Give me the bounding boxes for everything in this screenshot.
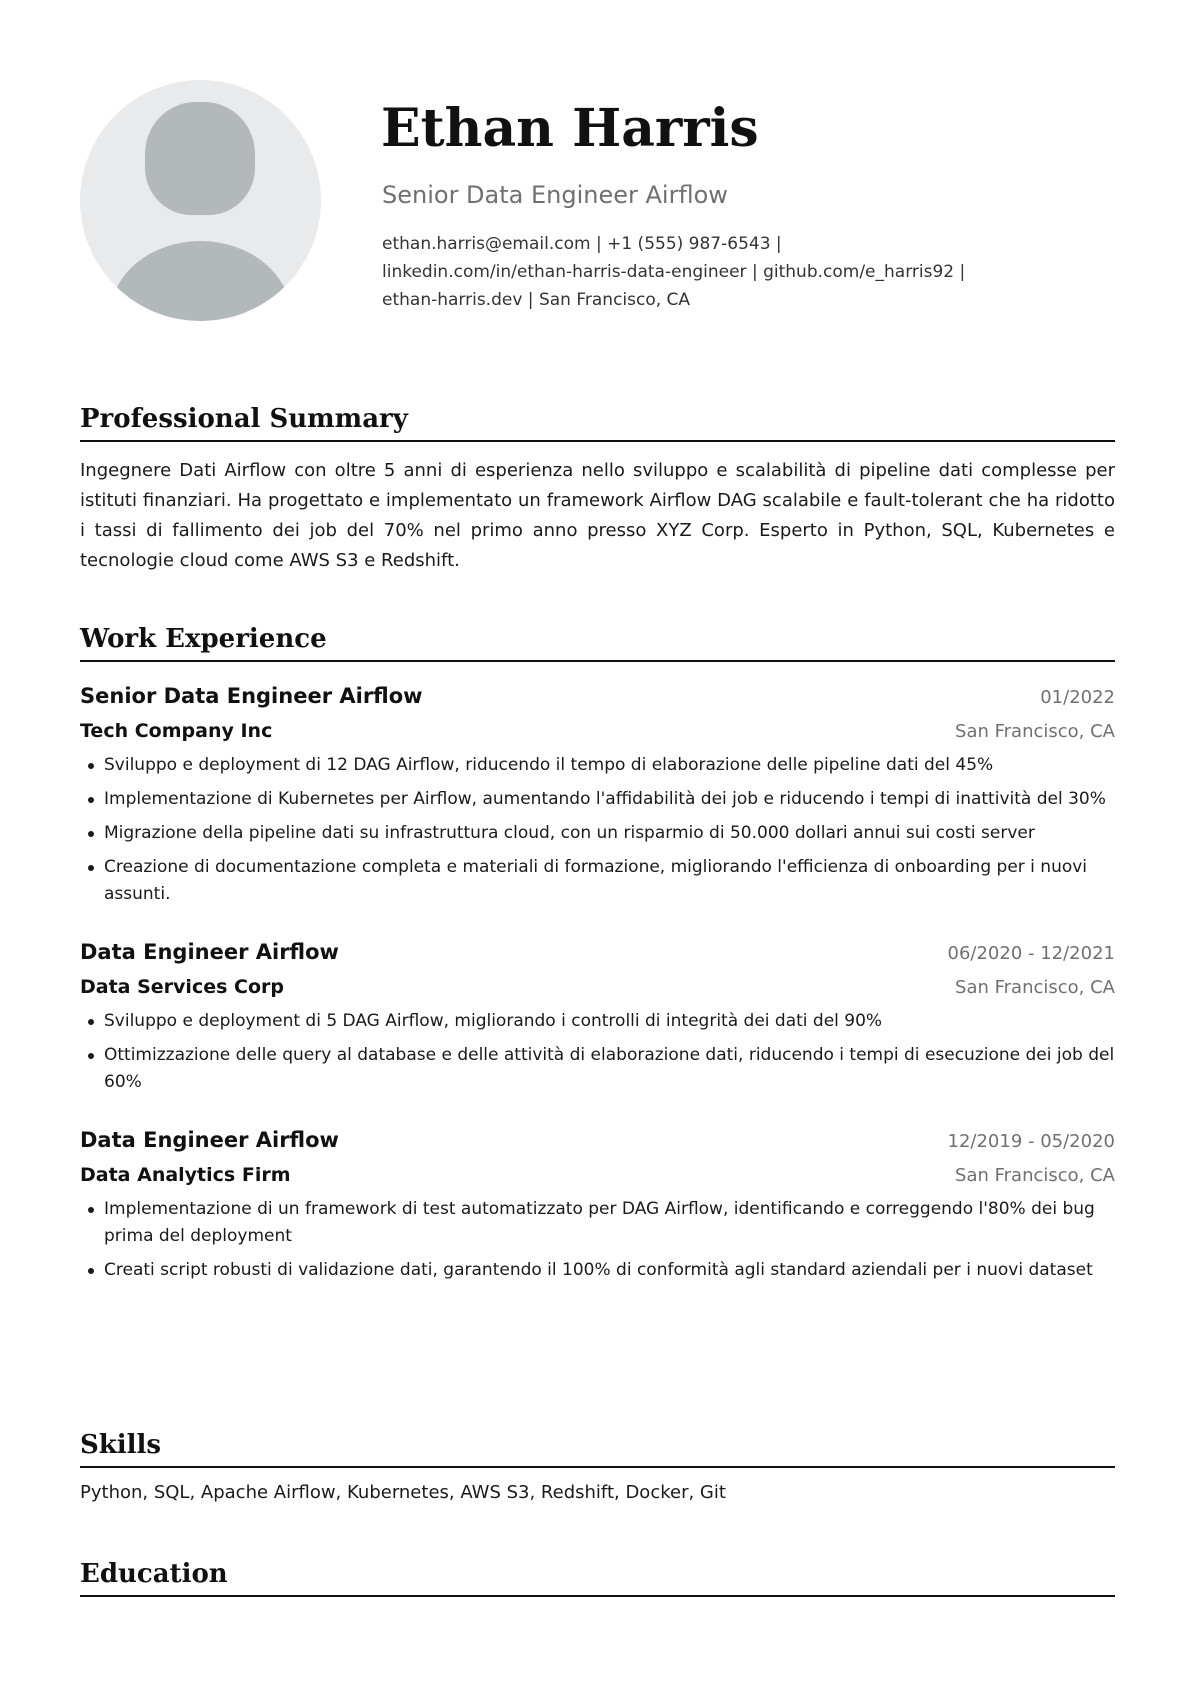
job-title: Data Engineer Airflow <box>80 1128 339 1152</box>
job-company: Data Analytics Firm <box>80 1164 291 1186</box>
contact-linkedin[interactable]: linkedin.com/in/ethan-harris-data-engineer <box>382 262 747 282</box>
contact-separator: | <box>522 290 539 310</box>
skills-heading: Skills <box>80 1426 1115 1468</box>
contact-email[interactable]: ethan.harris@email.com <box>382 234 591 254</box>
contact-website[interactable]: ethan-harris.dev <box>382 290 523 310</box>
avatar-head-shape <box>145 102 255 215</box>
job-company: Tech Company Inc <box>80 720 273 742</box>
job-bullets <box>80 1196 1115 1284</box>
contact-phone[interactable]: +1 (555) 987-6543 <box>607 234 771 254</box>
job-location: San Francisco, CA <box>955 721 1115 742</box>
avatar-body-shape <box>110 241 291 321</box>
job-date: 12/2019 - 05/2020 <box>947 1131 1115 1152</box>
job-bullet: Implementazione di Kubernetes per Airflow, aumentando l'affidabilità dei job e riducendo i tempi di inattività del 30% <box>80 786 1115 813</box>
education-section <box>80 1555 1115 1597</box>
contact-info <box>382 230 1102 314</box>
summary-text: Ingegnere Dati Airflow con oltre 5 anni di esperienza nello sviluppo e scalabilità di pipeline dati complesse per istituti finanziari. Ha progettato e implementato un framework Airflow DAG scalabile e fault-tolerant che ha ridotto i tassi di fallimento dei job del 70% nel primo anno presso XYZ Corp. Esperto in Python, SQL, Kubernetes e tecnologie cloud come AWS S3 e Redshift. <box>80 460 1115 571</box>
job-bullet: Sviluppo e deployment di 12 DAG Airflow, riducendo il tempo di elaborazione delle pipeline dati del 45% <box>80 752 1115 779</box>
job-company: Data Services Corp <box>80 976 284 998</box>
skills-list: Python, SQL, Apache Airflow, Kubernetes, AWS S3, Redshift, Docker, Git <box>80 1482 726 1503</box>
contact-separator: | <box>954 262 966 282</box>
skills-section <box>80 1426 1115 1508</box>
summary-section <box>80 400 1115 576</box>
job-bullets <box>80 1008 1115 1096</box>
job-bullets <box>80 752 1115 908</box>
summary-heading: Professional Summary <box>80 400 1115 442</box>
job-location: San Francisco, CA <box>955 977 1115 998</box>
job-title: Data Engineer Airflow <box>80 940 339 964</box>
experience-section <box>80 620 1115 1291</box>
avatar-placeholder <box>80 80 321 321</box>
job-bullet: Migrazione della pipeline dati su infrastruttura cloud, con un risparmio di 50.000 dollari annui sui costi server <box>80 820 1115 847</box>
job-bullet: Implementazione di un framework di test automatizzato per DAG Airflow, identificando e correggendo l'80% dei bug prima del deployment <box>80 1196 1115 1250</box>
contact-github[interactable]: github.com/e_harris92 <box>763 262 955 282</box>
job-date: 01/2022 <box>1040 687 1115 708</box>
job-entry <box>80 680 1115 908</box>
job-bullet: Sviluppo e deployment di 5 DAG Airflow, migliorando i controlli di integrità dei dati del 90% <box>80 1008 1115 1035</box>
candidate-name: Ethan Harris <box>381 98 759 159</box>
education-heading: Education <box>80 1555 1115 1597</box>
contact-separator: | <box>770 234 782 254</box>
contact-separator: | <box>746 262 764 282</box>
job-bullet: Creazione di documentazione completa e materiali di formazione, migliorando l'efficienza di onboarding per i nuovi assunti. <box>80 854 1115 908</box>
job-bullet: Creati script robusti di validazione dati, garantendo il 100% di conformità agli standard aziendali per i nuovi dataset <box>80 1257 1115 1284</box>
experience-heading: Work Experience <box>80 620 1115 662</box>
job-entry <box>80 1124 1115 1284</box>
job-date: 06/2020 - 12/2021 <box>947 943 1115 964</box>
contact-separator: | <box>590 234 608 254</box>
contact-location: San Francisco, CA <box>538 290 691 310</box>
candidate-title: Senior Data Engineer Airflow <box>382 181 728 209</box>
job-bullet: Ottimizzazione delle query al database e delle attività di elaborazione dati, riducendo i tempi di esecuzione dei job del 60% <box>80 1042 1115 1096</box>
job-entry <box>80 936 1115 1096</box>
job-title: Senior Data Engineer Airflow <box>80 684 423 708</box>
job-location: San Francisco, CA <box>955 1165 1115 1186</box>
